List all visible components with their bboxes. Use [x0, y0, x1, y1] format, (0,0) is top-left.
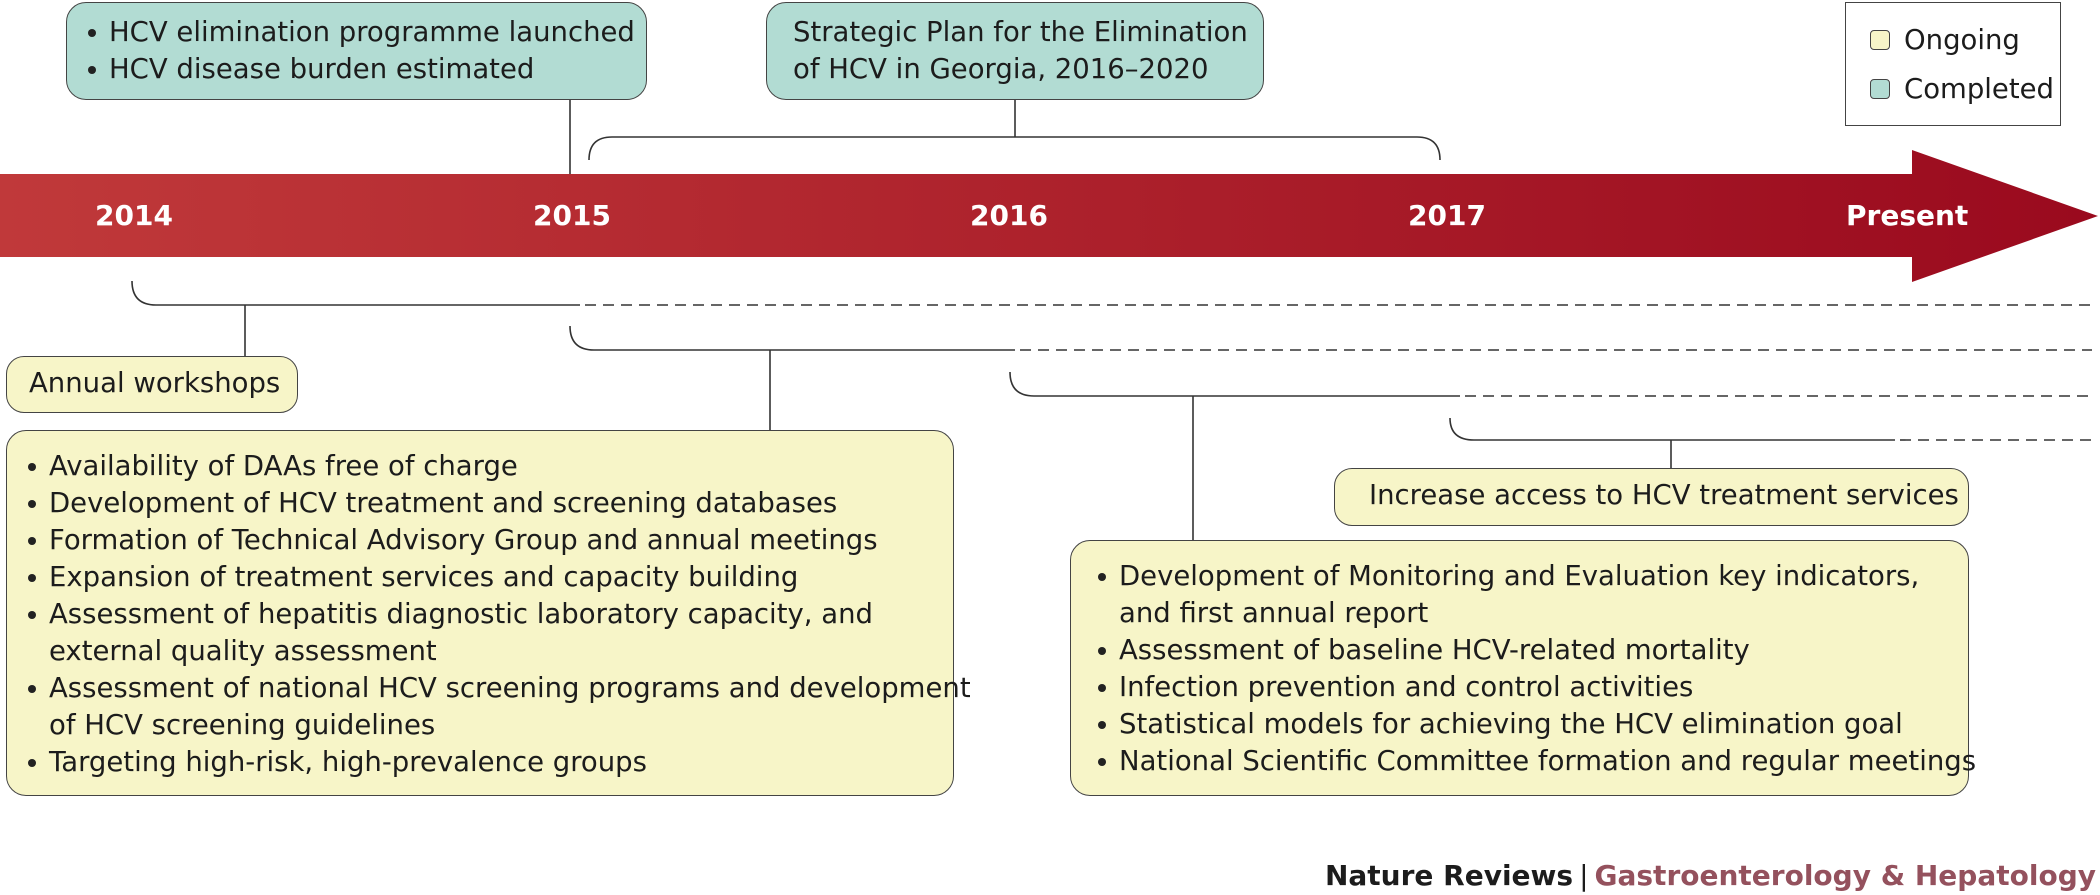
activity-treatment-expansion: Expansion of treatment services and capacity building: [25, 559, 953, 596]
activity-high-risk-groups: Targeting high-risk, high-prevalence groups: [25, 744, 953, 781]
activity-monitoring-evaluation: Development of Monitoring and Evaluation key indicators, and first annual report: [1095, 558, 1968, 632]
bracket-strategic-plan: [589, 137, 1440, 160]
ongoing-box-2016: [1070, 540, 1977, 796]
activity-scientific-committee: National Scientific Committee formation and regular meetings: [1095, 743, 1968, 780]
completed-item-burden-estimated: HCV disease burden estimated: [85, 51, 646, 88]
journal-section: Gastroenterology & Hepatology: [1594, 859, 2096, 892]
activity-technical-advisory-group: Formation of Technical Advisory Group and annual meetings: [25, 522, 953, 559]
legend-swatch-ongoing: [1870, 30, 1890, 50]
ongoing-box-2015: [6, 430, 971, 796]
year-label-2017: 2017: [1408, 199, 1486, 232]
activity-statistical-models: Statistical models for achieving the HCV elimination goal: [1095, 706, 1968, 743]
workshops-label: Annual workshops: [29, 367, 281, 399]
completed-box-launch: [66, 2, 647, 100]
journal-name: Nature Reviews: [1324, 859, 1574, 892]
year-label-2016: 2016: [970, 199, 1048, 232]
legend: [1845, 2, 2061, 126]
ongoing-box-treatment-access: [1334, 468, 1969, 526]
strategic-plan-line-1: Strategic Plan for the Elimination: [793, 16, 1248, 48]
activity-databases: Development of HCV treatment and screening databases: [25, 485, 953, 522]
bracket-2016: [1010, 372, 1460, 396]
activity-infection-prevention: Infection prevention and control activities: [1095, 669, 1968, 706]
credit-separator: |: [1579, 859, 1589, 892]
strategic-plan-line-2: of HCV in Georgia, 2016–2020: [793, 53, 1209, 85]
timeline-arrow: [0, 150, 2098, 282]
activity-screening-programs: Assessment of national HCV screening programs and development of HCV screening guidelines: [25, 670, 953, 744]
legend-item-completed: [1870, 71, 2054, 107]
legend-label-ongoing: Ongoing: [1904, 24, 2020, 56]
activity-baseline-mortality: Assessment of baseline HCV-related mortality: [1095, 632, 1968, 669]
treatment-access-label: Increase access to HCV treatment services: [1369, 479, 1959, 511]
bracket-2017: [1450, 418, 1895, 440]
year-label-2014: 2014: [95, 199, 173, 232]
activity-daas-free: Availability of DAAs free of charge: [25, 448, 953, 485]
legend-swatch-completed: [1870, 79, 1890, 99]
year-label-present: Present: [1846, 199, 1969, 232]
legend-item-ongoing: [1870, 22, 2020, 58]
bracket-2015: [570, 326, 1015, 350]
completed-box-strategic-plan: [766, 2, 1264, 100]
bracket-workshops: [132, 281, 580, 305]
journal-credit: [1325, 858, 2096, 894]
legend-label-completed: Completed: [1904, 73, 2054, 105]
activity-lab-capacity: Assessment of hepatitis diagnostic laboratory capacity, and external quality assessment: [25, 596, 953, 670]
ongoing-box-workshops: [6, 356, 298, 413]
year-label-2015: 2015: [533, 199, 611, 232]
completed-item-programme-launched: HCV elimination programme launched: [85, 14, 646, 51]
